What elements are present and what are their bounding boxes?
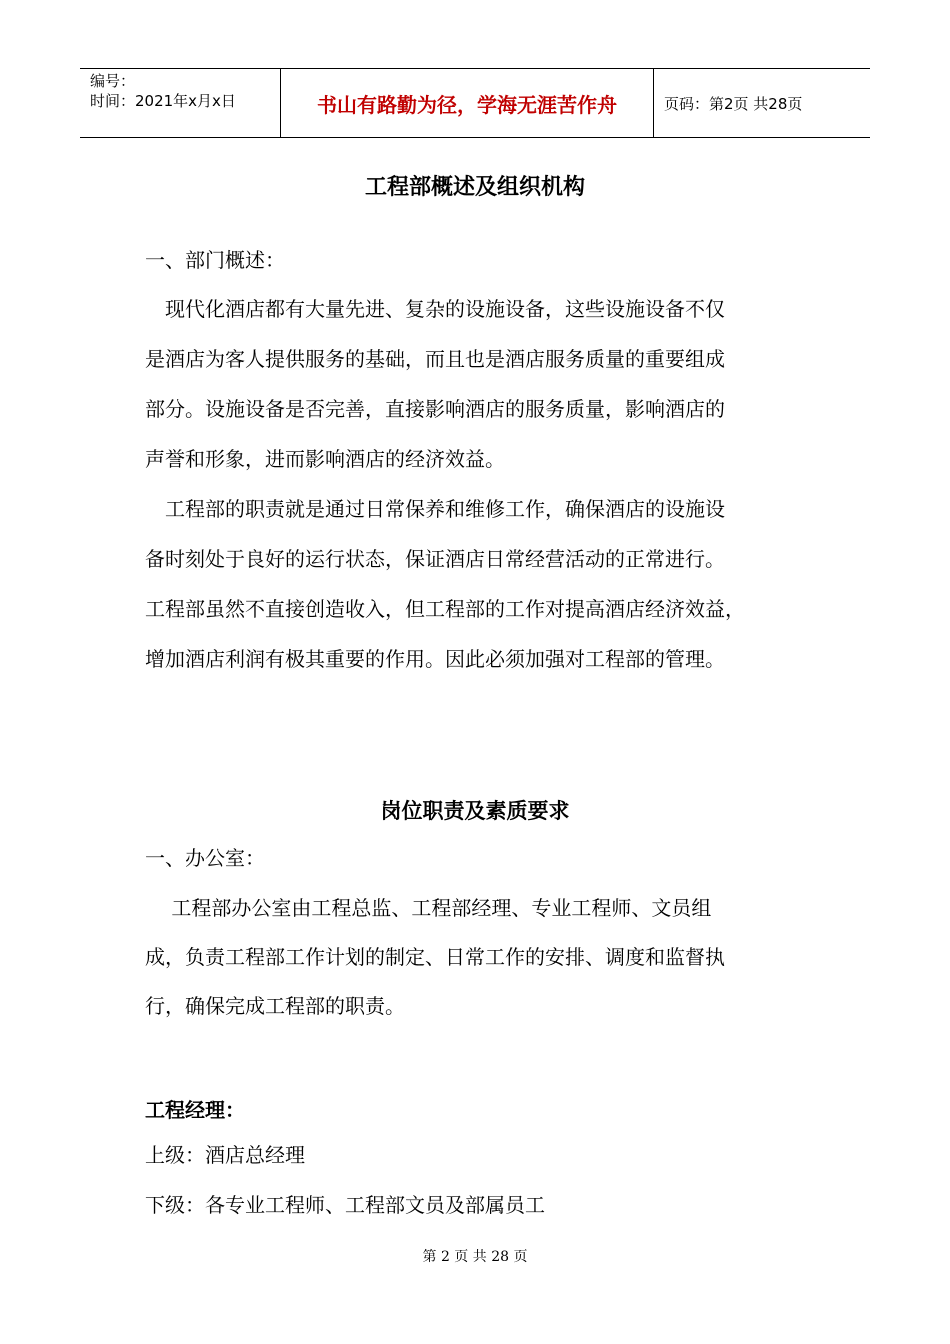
heading-department-overview: 一、部门概述：	[145, 248, 285, 272]
header-table	[80, 68, 870, 138]
header-meta-cell	[80, 69, 281, 137]
paragraph-line: 行，确保完成工程部的职责。	[145, 994, 405, 1018]
paragraph-line: 是酒店为客人提供服务的基础，而且也是酒店服务质量的重要组成	[145, 347, 725, 371]
paragraph-line: 成，负责工程部工作计划的制定、日常工作的安排、调度和监督执	[145, 945, 725, 969]
superior-line: 上级：酒店总经理	[145, 1143, 305, 1167]
document-time-label: 时间：2021年x月x日	[90, 92, 236, 110]
paragraph-line: 工程部办公室由工程总监、工程部经理、专业工程师、文员组	[145, 896, 712, 920]
section-title-overview: 工程部概述及组织机构	[364, 175, 585, 200]
paragraph-line: 工程部的职责就是通过日常保养和维修工作，确保酒店的设施设	[145, 497, 725, 521]
document-number-label: 编号：	[90, 72, 136, 90]
paragraph-line: 备时刻处于良好的运行状态，保证酒店日常经营活动的正常进行。	[145, 547, 725, 571]
page-footer: 第 2 页 共 28 页	[422, 1249, 528, 1265]
paragraph-line: 现代化酒店都有大量先进、复杂的设施设备，这些设施设备不仅	[145, 297, 725, 321]
heading-office: 一、办公室：	[145, 846, 265, 870]
header-motto: 书山有路勤为径，学海无涯苦作舟	[281, 69, 654, 137]
paragraph-line: 部分。设施设备是否完善，直接影响酒店的服务质量，影响酒店的	[145, 397, 725, 421]
header-page-info: 页码：第2页 共28页	[664, 94, 803, 113]
subordinate-line: 下级：各专业工程师、工程部文员及部属员工	[145, 1193, 545, 1217]
paragraph-line: 工程部虽然不直接创造收入，但工程部的工作对提高酒店经济效益，	[145, 597, 745, 621]
heading-engineering-manager: 工程经理：	[145, 1098, 245, 1122]
paragraph-line: 增加酒店利润有极其重要的作用。因此必须加强对工程部的管理。	[145, 647, 725, 671]
section-title-duties: 岗位职责及素质要求	[380, 799, 570, 823]
paragraph-line: 声誉和形象，进而影响酒店的经济效益。	[145, 447, 505, 471]
